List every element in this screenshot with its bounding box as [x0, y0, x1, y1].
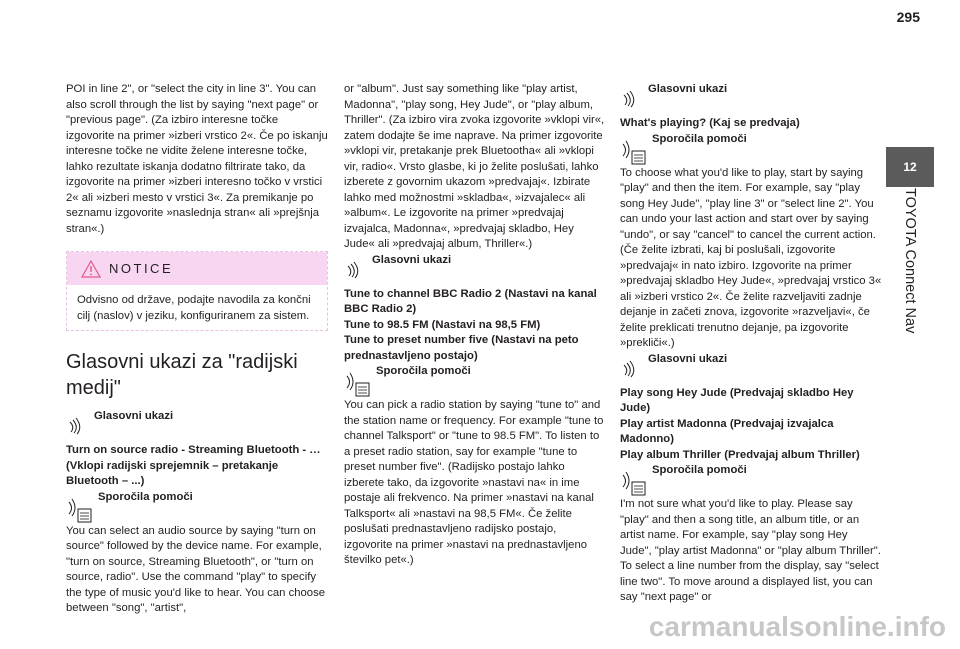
page-number: 295	[896, 9, 920, 25]
help-message-label: Sporočila pomoči	[98, 490, 193, 503]
help-message-text: To choose what you'd like to play, start by saying "play" and then the item. For example, say "play song Hey Jude", "play line 3" or "select line 2". You can undo your last action and start over by saying "undo", or say "cancel" to cancel the current action. (Če želite izbrati, kaj bi poslušali, izgovorite »predvajaj« in nato izbiro. Izgovorite na primer »predvajaj skladbo Hey Jude«, »predvajaj vrstico 3« ali »izberi vrstico 2«. Če želite razveljaviti zadnje dejanje in začeti znova, izgovorite »razveljavi«, če želite preklicati trenutno dejanje, pa izgovorite »prekliči«.)	[620, 166, 882, 349]
help-message-icon	[620, 465, 646, 497]
voice-command-icon	[620, 86, 642, 108]
column-1	[66, 82, 328, 617]
chapter-title: TOYOTA Connect Nav	[902, 188, 918, 334]
help-message-icon	[66, 492, 92, 524]
voice-command-icon	[344, 257, 366, 279]
notice-header	[67, 252, 327, 285]
help-message-header	[66, 490, 328, 524]
notice-box	[66, 251, 328, 331]
audio-paragraph: or "album". Just say something like "play artist, Madonna", "play song, Hey Jude", or "play album, Thriller". (Za izbiro vira zvoka izgovorite »vklopi vir«, zatem dodajte še ime naprave. Na primer izgovorite »vklopi vir, pretakanje prek Bluetootha« ali »vklopi vir, radio«. Vrsto glasbe, ki jo želite poslušati, lahko izberete z govornim ukazom »predvajaj«. Izbirate lahko med možnostmi »skladba«, »izvajalec« ali »album«. Le izgovorite na primer »predvajaj izvajalca, Madonna«, »predvajaj skladbo, Hey Jude« ali »predvajaj album, Thriller«.)	[344, 83, 605, 250]
voice-command-text: Play song Hey Jude (Predvajaj skladbo Hey Jude) Play artist Madonna (Predvajaj izvajalca Madonno) Play album Thriller (Predvajaj album Thriller)	[620, 386, 860, 461]
notice-title: NOTICE	[109, 260, 174, 276]
voice-command-header	[66, 409, 328, 435]
help-message-label: Sporočila pomoči	[652, 464, 747, 476]
voice-command-text: Tune to channel BBC Radio 2 (Nastavi na kanal BBC Radio 2) Tune to 98.5 FM (Nastavi na 98,5 FM) Tune to preset number five (Nastavi na peto prednastavljeno postajo)	[344, 287, 597, 362]
voice-command-label: Glasovni ukazi	[648, 83, 728, 95]
chapter-side-label	[890, 178, 930, 448]
voice-command-text: Turn on source radio - Streaming Bluetooth - … (Vklopi radijski sprejemnik – pretakanje Bluetooth – ...)	[66, 444, 321, 487]
section-heading: Glasovni ukazi za "radijski medij"	[66, 351, 298, 399]
voice-command-header	[620, 82, 882, 108]
help-message-icon	[344, 366, 370, 398]
watermark: carmanualsonline.info	[648, 611, 946, 642]
voice-command-label: Glasovni ukazi	[372, 253, 452, 266]
voice-command-header	[620, 352, 882, 378]
column-2	[344, 82, 606, 569]
help-message-text: You can pick a radio station by saying "tune to" and the station name or frequency. For example "tune to channel Talksport" or "tune to 98.5 FM". To listen to a preset radio station, say for example "tune to preset number five". (Radijsko postajo lahko izberete tako, da izgovorite »nastavi na« in ime postaje ali frekvenco. Na primer »nastavi na kanal Talksport« ali »nastavi na 98,5 FM«. Če želite poslušati prednastavljeno radijsko postajo, izgovorite na primer »nastavi na prednastavljeno številko pet«.)	[344, 399, 604, 566]
voice-command-header	[344, 253, 606, 279]
help-message-label: Sporočila pomoči	[376, 365, 471, 377]
voice-command-icon	[620, 356, 642, 378]
notice-text: Odvisno od države, podajte navodila za končni cilj (naslov) v jeziku, konfiguriranem za sistem.	[77, 294, 311, 322]
column-3	[620, 82, 882, 606]
help-message-icon	[620, 134, 646, 166]
poi-paragraph: POI in line 2", or "select the city in line 3". You can also scroll through the list by saying "next page" or "previous page". (Za izbiro interesne točke izgovorite na primer »izberi vrstico 2«. Če po iskanju interesne točke ne vidite želene interesne točke, lahko rezultate iskanja dodatno filtrirate tako, da izgovorite na primer »izberi interesno točko v vrstici 2« ali »izberi mesto v vrstici 3«. Za premikanje po seznamu izgovorite »naslednja stran« ali »prejšnja stran«.)	[66, 83, 328, 235]
help-message-header	[620, 132, 882, 166]
chapter-tab: 12	[886, 147, 934, 187]
warning-icon	[81, 260, 101, 278]
help-message-text: You can select an audio source by saying "turn on source" followed by the device name. For example, "turn on source, Streaming Bluetooth", or "turn on source, radio". Use the command "play" to specify the type of music you'd like to hear. You can choose between "song", "artist",	[66, 524, 326, 614]
help-message-label: Sporočila pomoči	[652, 132, 747, 145]
help-message-header	[344, 364, 606, 398]
voice-command-text: What's playing? (Kaj se predvaja)	[620, 117, 800, 129]
voice-command-label: Glasovni ukazi	[94, 410, 174, 422]
help-message-header	[620, 463, 882, 497]
voice-command-label: Glasovni ukazi	[648, 352, 728, 365]
help-message-text: I'm not sure what you'd like to play. Please say "play" and then a song title, an album title, or an artist name. For example, say "play song Hey Jude", "play artist Madonna" or "play album Thriller". To select a line number from the display, say "select line two". To move around a displayed list, you can say "next page" or	[620, 498, 881, 603]
voice-command-icon	[66, 413, 88, 435]
